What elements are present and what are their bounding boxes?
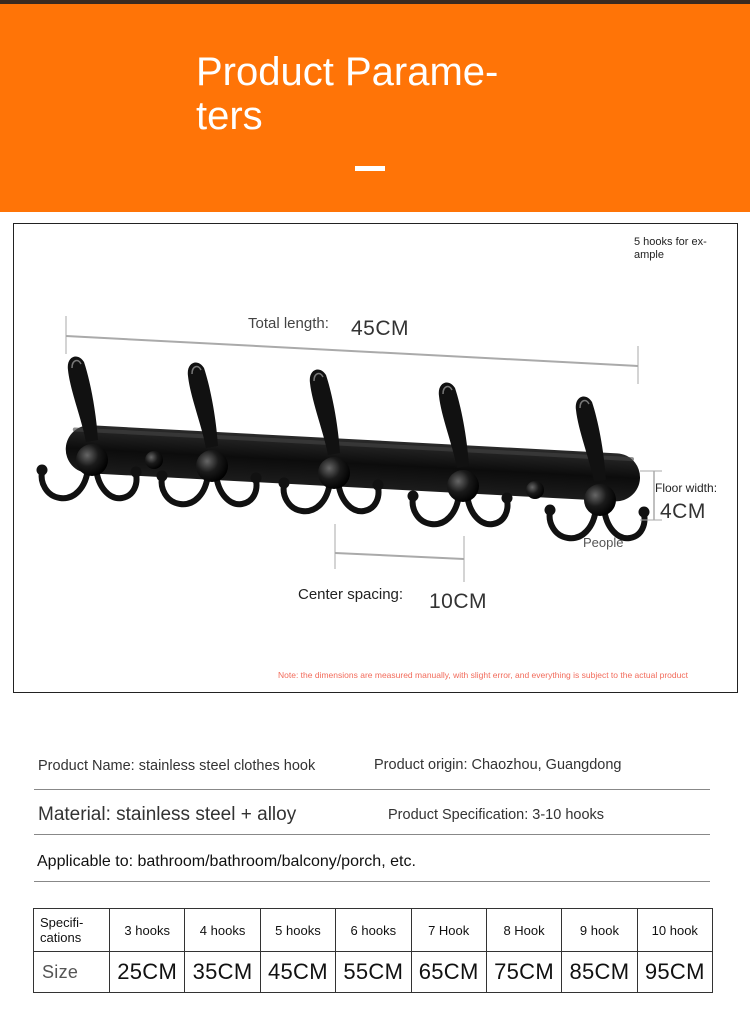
table-header-cell: 7 Hook bbox=[411, 909, 486, 952]
specifications-header: Specifi- cations bbox=[34, 909, 110, 952]
floor-width-label: Floor width: bbox=[655, 481, 718, 495]
info-row-material-spec bbox=[34, 790, 710, 835]
table-cell: 35CM bbox=[185, 952, 260, 993]
table-header-cell: 8 Hook bbox=[486, 909, 561, 952]
table-cell: 85CM bbox=[562, 952, 637, 993]
floor-width-value: 4CM bbox=[660, 500, 706, 523]
measurement-note: Note: the dimensions are measured manually, with slight error, and everything is subject to the actual product bbox=[278, 670, 688, 680]
table-header-cell: 5 hooks bbox=[260, 909, 335, 952]
table-header-cell: 9 hook bbox=[562, 909, 637, 952]
total-length-label: Total length: bbox=[248, 315, 329, 332]
table-cell: 25CM bbox=[110, 952, 185, 993]
product-material: Material: stainless steel + alloy bbox=[38, 804, 297, 825]
dimension-figure bbox=[13, 223, 738, 693]
banner-top-strip bbox=[0, 0, 750, 4]
table-header-cell: 10 hook bbox=[637, 909, 712, 952]
product-specification: Product Specification: 3-10 hooks bbox=[388, 807, 605, 823]
info-row-name-origin bbox=[34, 748, 710, 790]
total-length-value: 45CM bbox=[351, 317, 410, 340]
center-spacing-value: 10CM bbox=[429, 590, 488, 613]
example-caption: 5 hooks for ex- ample bbox=[634, 236, 707, 261]
coat-hook-rack-icon bbox=[14, 224, 737, 692]
product-name: Product Name: stainless steel clothes hook bbox=[38, 758, 316, 774]
center-spacing-label: Center spacing: bbox=[298, 586, 404, 603]
info-row-applicable bbox=[34, 835, 710, 882]
table-header-cell: 3 hooks bbox=[110, 909, 185, 952]
table-cell: 75CM bbox=[486, 952, 561, 993]
size-row-label: Size bbox=[34, 952, 110, 993]
table-cell: 95CM bbox=[637, 952, 712, 993]
table-header-cell: 6 hooks bbox=[336, 909, 411, 952]
page-title: Product Parame- ters bbox=[196, 50, 499, 138]
table-cell: 55CM bbox=[336, 952, 411, 993]
table-header-cell: 4 hooks bbox=[185, 909, 260, 952]
table-cell: 65CM bbox=[411, 952, 486, 993]
specification-table bbox=[33, 908, 713, 993]
table-header-row bbox=[34, 909, 713, 952]
product-origin: Product origin: Chaozhou, Guangdong bbox=[374, 757, 622, 773]
watermark-text: People bbox=[583, 535, 624, 550]
table-row bbox=[34, 952, 713, 993]
header-banner bbox=[0, 0, 750, 212]
title-underline-dash bbox=[355, 166, 385, 171]
table-cell: 45CM bbox=[260, 952, 335, 993]
applicable-scenes: Applicable to: bathroom/bathroom/balcony/porch, etc. bbox=[37, 853, 416, 870]
